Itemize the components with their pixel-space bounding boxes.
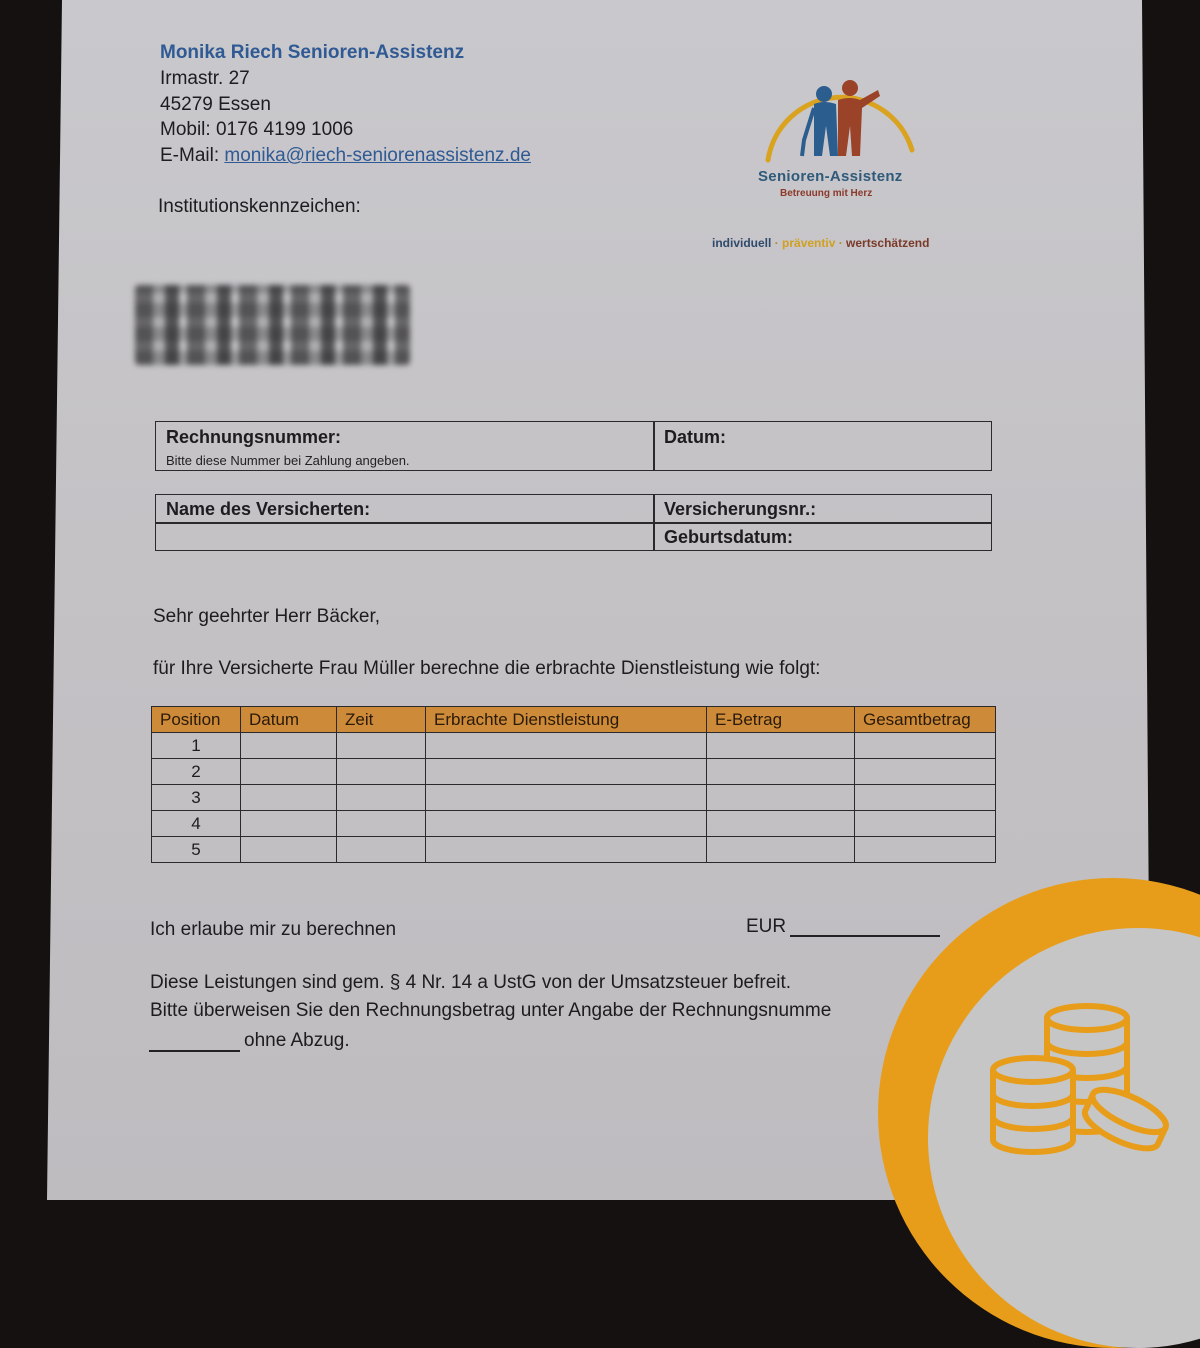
total-label: Ich erlaube mir zu berechnen (150, 919, 397, 940)
cell-position: 5 (152, 837, 241, 863)
cell-e-betrag[interactable] (707, 811, 855, 837)
tax-exemption-note: Diese Leistungen sind gem. § 4 Nr. 14 a UstG von der Umsatzsteuer befreit. (150, 972, 792, 993)
cell-datum[interactable] (241, 811, 337, 837)
cell-gesamt[interactable] (855, 759, 996, 785)
cell-gesamt[interactable] (855, 837, 996, 863)
deduction-note: ohne Abzug. (244, 1030, 350, 1051)
cell-zeit[interactable] (337, 759, 426, 785)
salutation: Sehr geehrter Herr Bäcker, (153, 606, 381, 627)
divider (653, 422, 655, 470)
invoice-number-label: Rechnungsnummer: (166, 427, 342, 447)
cell-datum[interactable] (241, 759, 337, 785)
insurance-number-label: Versicherungsnr.: (664, 499, 817, 519)
col-gesamtbetrag: Gesamtbetrag (855, 707, 996, 733)
cell-e-betrag[interactable] (707, 837, 855, 863)
insured-name-label: Name des Versicherten: (166, 499, 371, 519)
cell-zeit[interactable] (337, 733, 426, 759)
cell-position: 4 (152, 811, 241, 837)
divider (156, 522, 991, 524)
cell-leistung[interactable] (426, 733, 707, 759)
tagline-wertschaetzend: wertschätzend (846, 236, 930, 250)
intro-text: für Ihre Versicherte Frau Müller berechne die erbrachte Dienstleistung wie folgt: (153, 658, 821, 679)
table-row (152, 733, 996, 759)
table-row (152, 759, 996, 785)
tagline-separator: · (835, 236, 847, 250)
cell-zeit[interactable] (337, 837, 426, 863)
invoice-date-label: Datum: (664, 427, 726, 447)
cell-e-betrag[interactable] (707, 785, 855, 811)
services-table (151, 706, 996, 863)
cell-datum[interactable] (241, 785, 337, 811)
cell-position: 2 (152, 759, 241, 785)
logo-title: Senioren-Assistenz (758, 168, 903, 185)
tagline-individuell: individuell (712, 236, 772, 250)
table-row (152, 785, 996, 811)
sender-city: 45279 Essen (160, 94, 271, 115)
cell-zeit[interactable] (337, 811, 426, 837)
sender-name: Monika Riech Senioren-Assistenz (160, 42, 465, 63)
col-e-betrag: E-Betrag (707, 707, 855, 733)
logo-tagline (712, 236, 929, 250)
col-zeit: Zeit (337, 707, 426, 733)
senioren-assistenz-logo-icon (750, 40, 930, 170)
sender-email-line (160, 143, 531, 168)
cell-gesamt[interactable] (855, 733, 996, 759)
invoice-number-box (155, 421, 992, 471)
cell-zeit[interactable] (337, 785, 426, 811)
col-position: Position (152, 707, 241, 733)
insured-box (155, 494, 992, 551)
cell-datum[interactable] (241, 733, 337, 759)
cell-position: 3 (152, 785, 241, 811)
tagline-separator: · (771, 236, 783, 250)
col-datum: Datum (241, 707, 337, 733)
table-row (152, 837, 996, 863)
email-link[interactable]: monika@riech-seniorenassistenz.de (224, 145, 531, 166)
cell-datum[interactable] (241, 837, 337, 863)
transfer-note: Bitte überweisen Sie den Rechnungsbetrag unter Angabe der Rechnungsnumme (150, 1000, 832, 1021)
col-leistung: Erbrachte Dienstleistung (426, 707, 707, 733)
cell-e-betrag[interactable] (707, 759, 855, 785)
invoice-number-note: Bitte diese Nummer bei Zahlung angeben. (166, 453, 410, 468)
cell-leistung[interactable] (426, 811, 707, 837)
reference-blank[interactable] (149, 1050, 240, 1052)
cell-leistung[interactable] (426, 785, 707, 811)
cell-position: 1 (152, 733, 241, 759)
total-currency: EUR (746, 916, 787, 937)
total-amount-blank[interactable] (790, 935, 940, 937)
cell-leistung[interactable] (426, 759, 707, 785)
cell-gesamt[interactable] (855, 811, 996, 837)
redacted-recipient-address (135, 285, 410, 365)
cell-gesamt[interactable] (855, 785, 996, 811)
table-header-row (152, 707, 996, 733)
email-label: E-Mail: (160, 145, 225, 166)
sender-street: Irmastr. 27 (160, 68, 250, 89)
institution-label: Institutionskennzeichen: (158, 196, 361, 217)
birthdate-label: Geburtsdatum: (664, 527, 794, 547)
table-row (152, 811, 996, 837)
cell-leistung[interactable] (426, 837, 707, 863)
coins-icon (985, 990, 1175, 1160)
sender-mobile: Mobil: 0176 4199 1006 (160, 119, 354, 140)
tagline-praeventiv: präventiv (782, 236, 836, 250)
cell-e-betrag[interactable] (707, 733, 855, 759)
logo-subtitle: Betreuung mit Herz (780, 188, 873, 199)
